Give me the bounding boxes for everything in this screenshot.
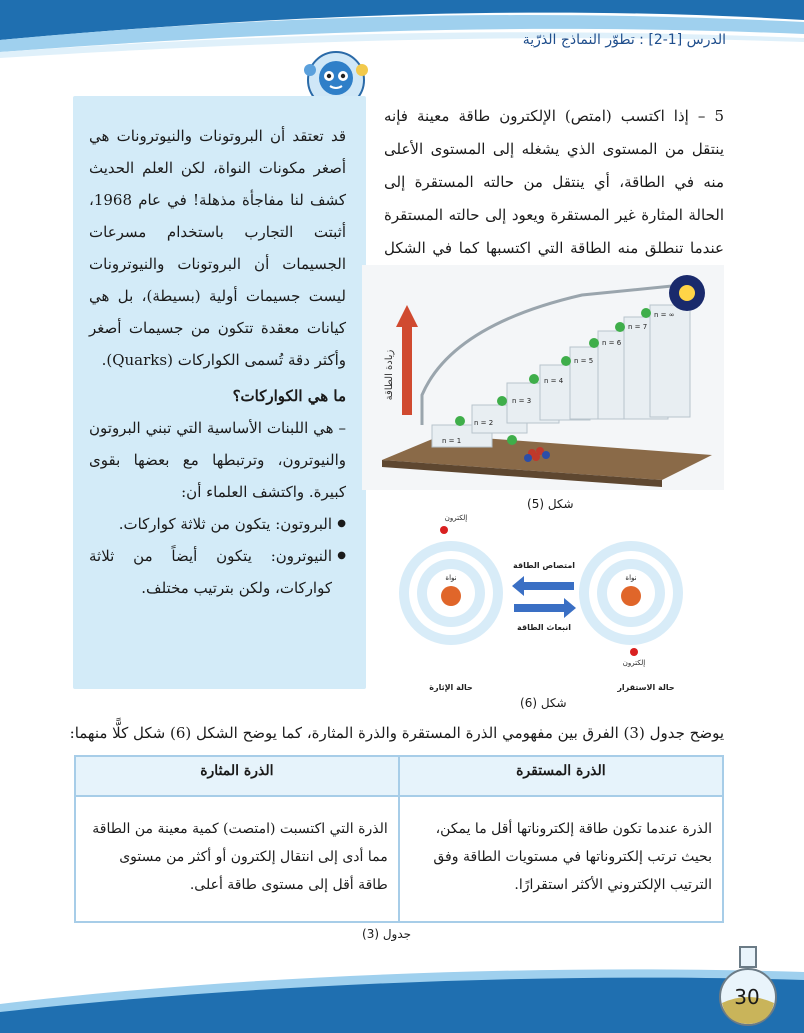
excited-state-label: حالة الإثارة: [429, 683, 473, 692]
figure-5-staircase: [362, 265, 724, 490]
table-caption: جدول (3): [362, 927, 412, 941]
info-paragraph: قد تعتقد أن البروتونات والنيوترونات هي أصغر مكونات النواة، لكن العلم الحديث كشف لنا مفاجأة مذهلة! في عام 1968، أثبتت التجارب باستخدام مسرعات الجسيمات أن البروتونات والنيوترونات ليست جسيمات أولية (بسيطة)، بل هي كيانات معقدة تتكون من جسيمات أصغر وأكثر دقة تُسمى الكواركات (Quarks).: [89, 127, 346, 369]
excited-nucleus-label: نواة: [445, 574, 457, 582]
emit-label: انبعاث الطاقة: [517, 623, 571, 632]
excited-atom-diagram: [399, 514, 503, 645]
info-bullets: [89, 508, 346, 604]
table-row: [75, 796, 723, 922]
header-excited-atom: الذرة المثارة: [75, 756, 399, 796]
header-ground-atom: الذرة المستقرة: [399, 756, 723, 796]
ground-state-label: حالة الاستقرار: [617, 683, 675, 692]
table-header-row: [75, 756, 723, 796]
comparison-table: [74, 755, 724, 923]
figure-5-caption: شكل (5): [527, 497, 574, 511]
bullet-neutron: ● النيوترون: يتكون أيضاً من ثلاثة كواركات، ولكن بترتيب مختلف.: [89, 540, 346, 604]
bullet-proton: ● البروتون: يتكون من ثلاثة كواركات.: [89, 508, 346, 540]
cell-excited-atom: الذرة التي اكتسبت (امتصت) كمية معينة من الطاقة مما أدى إلى انتقال إلكترون أو أكثر من مستوى طاقة أقل إلى مستوى طاقة أعلى.: [75, 796, 399, 922]
level-label-7: n = 7: [628, 323, 648, 331]
lesson-title: الدرس [1-2] : تطوّر النماذج الذرّية: [522, 32, 726, 48]
figure-6-atoms: [396, 508, 696, 698]
level-label-2: n = 2: [474, 419, 494, 427]
point-5-text: 5 – إذا اكتسب (امتص) الإلكترون طاقة معينة فإنه ينتقل من المستوى الذي يشغله إلى المستوى الأعلى منه في الطاقة، أي ينتقل من حالته المستقرة إلى الحالة المثارة غير المستقرة ويعود إلى حالته المستقرة عندما تنطلق منه الطاقة التي اكتسبها كما في الشكل: [384, 107, 724, 257]
ground-nucleus-label: نواة: [625, 574, 637, 582]
ground-atom-diagram: [579, 541, 683, 667]
level-label-3: n = 3: [512, 397, 532, 405]
level-label-1: n = 1: [442, 437, 462, 445]
table-intro-text: يوضح جدول (3) الفرق بين مفهومي الذرة المستقرة والذرة المثارة، كما يوضح الشكل (6) شكل كلًّا منهما:: [69, 724, 724, 742]
info-answer: – هي اللبنات الأساسية التي تبني البروتون والنيوترون، وترتبطها مع بعضها بقوى كبيرة. واكتشف العلماء أن:: [89, 419, 346, 501]
footer-wave-decoration: [0, 960, 804, 1033]
level-label-inf: n = ∞: [654, 311, 675, 319]
level-label-4: n = 4: [544, 377, 564, 385]
absorb-label: امتصاص الطاقة: [512, 561, 576, 570]
absorb-arrow-icon: [512, 576, 574, 596]
energy-arrow-label: زيادة الطاقة: [384, 349, 395, 401]
info-box: [73, 96, 366, 689]
emit-arrow-icon: [514, 598, 576, 618]
excited-electron-label: إلكترون: [444, 514, 468, 522]
page-number: 30: [734, 985, 760, 1009]
ground-electron-label: إلكترون: [622, 659, 646, 667]
info-question: ما هي الكواركات؟: [232, 387, 346, 405]
cell-ground-atom: الذرة عندما تكون طاقة إلكتروناتها أقل ما يمكن، بحيث ترتب إلكتروناتها في مستويات الطاقة وفق الترتيب الإلكتروني الأكثر استقرارًا.: [399, 796, 723, 922]
level-label-6: n = 6: [602, 339, 622, 347]
level-label-5: n = 5: [574, 357, 594, 365]
figure-6-caption: شكل (6): [520, 696, 567, 710]
